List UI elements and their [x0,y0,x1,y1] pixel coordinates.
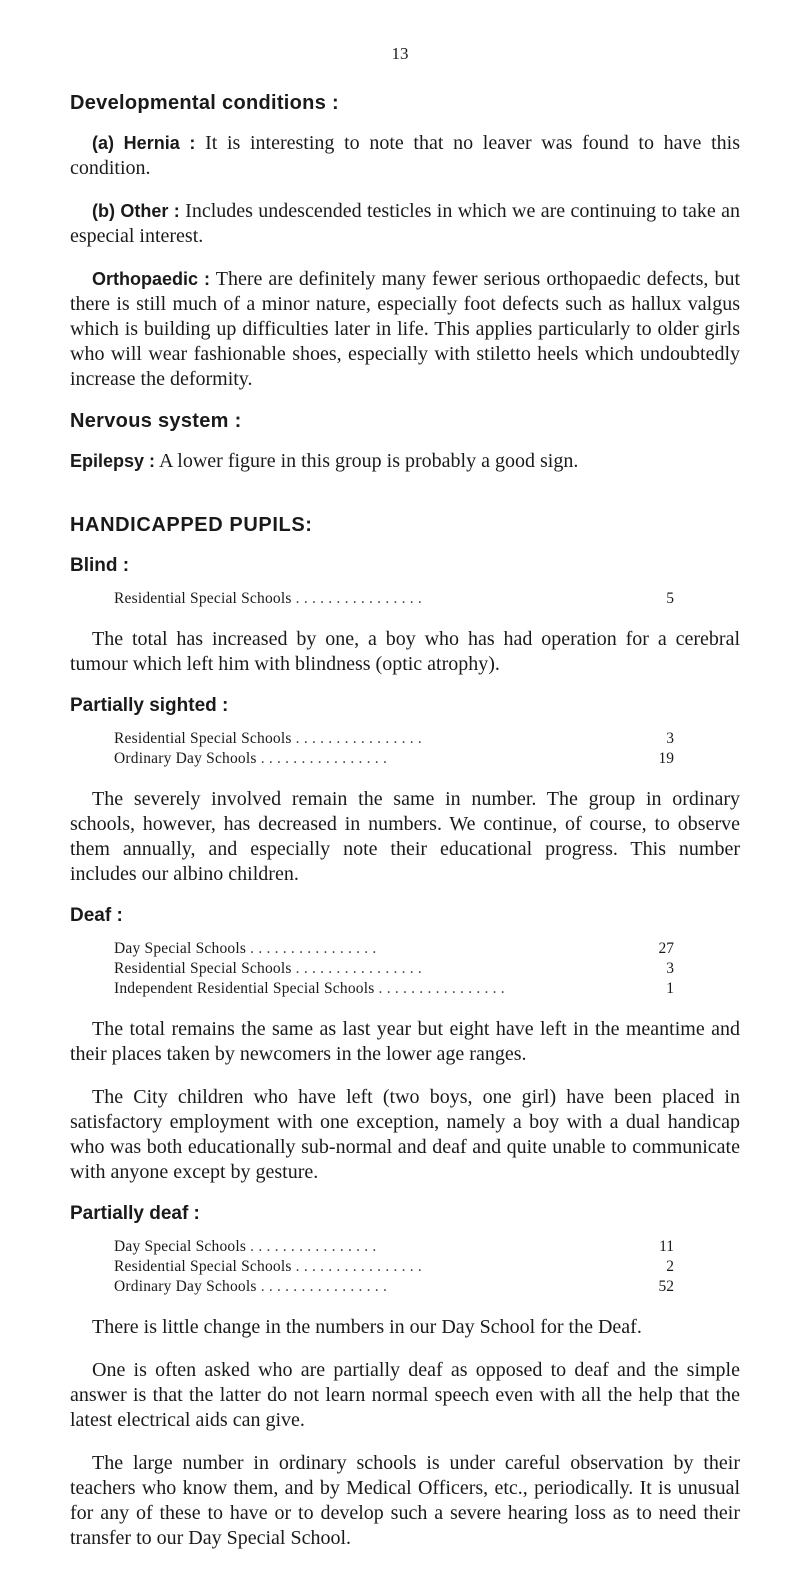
row-label: Ordinary Day Schools . . [114,1277,644,1297]
row-label: Residential Special Schools . . [114,959,644,979]
row-label: Day Special Schools . . [114,1237,644,1257]
row-label: Day Special Schools . . [114,939,644,959]
partially-deaf-paragraph-3: The large number in ordinary schools is under careful observation by their teachers who know them, and by Medical Officers, etc., periodically. It is unusual for any of these to have or to develop such a severe hearing loss as to need their transfer to our Day Special School. [70,1452,740,1549]
partially-sighted-list [114,729,674,769]
nervous-system-title: Nervous system : [70,410,242,432]
deaf-title: Deaf : [70,905,123,926]
row-value: 5 [666,590,674,607]
other-paragraph [70,199,740,249]
row-label: Ordinary Day Schools . . [114,749,644,769]
hernia-label: (a) Hernia : [92,133,196,153]
row-value: 11 [659,1238,674,1255]
list-row [114,729,674,749]
row-label: Residential Special Schools . . [114,1257,644,1277]
row-value: 3 [666,960,674,977]
handicapped-pupils-title: HANDICAPPED PUPILS: [70,514,313,536]
deaf-paragraph-2: The City children who have left (two boys, one girl) have been placed in satisfactory employment with one exception, namely a boy with a dual handicap who was both educationally sub-normal and deaf and quite unable to communicate with anyone except by gesture. [70,1086,740,1183]
partially-deaf-paragraph-2: One is often asked who are partially deaf as opposed to deaf and the simple answer is that the latter do not learn normal speech even with all the help that the latest electrical aids can give. [70,1359,740,1431]
orthopaedic-label: Orthopaedic : [92,269,211,289]
list-row [114,939,674,959]
blind-title: Blind : [70,555,130,576]
list-row [114,1257,674,1277]
row-value: 52 [658,1278,674,1295]
row-label: Independent Residential Special Schools . . [114,979,644,999]
partially-deaf-title: Partially deaf : [70,1203,200,1224]
partially-sighted-title: Partially sighted : [70,695,229,716]
partially-deaf-paragraph-1: There is little change in the numbers in our Day School for the Deaf. [92,1316,642,1338]
partially-sighted-paragraph: The severely involved remain the same in number. The group in ordinary schools, however, has decreased in numbers. We continue, of course, to observe them annually, and especially note their educational progress. This number includes our albino children. [70,788,740,885]
list-row [114,959,674,979]
list-row [114,1277,674,1297]
list-row [114,749,674,769]
row-value: 19 [658,750,674,767]
epilepsy-paragraph [70,449,740,474]
blind-paragraph: The total has increased by one, a boy who has had operation for a cerebral tumour which left him with blindness (optic atrophy). [70,628,740,675]
list-row [114,1237,674,1257]
orthopaedic-text: There are definitely many fewer serious orthopaedic defects, but there is still much of a minor nature, especially foot defects such as hallux valgus which is building up difficulties later in life. This applies particularly to older girls who will wear fashionable shoes, especially with stiletto heels which undoubtedly increase the deformity. [70,268,741,390]
orthopaedic-paragraph [70,267,740,392]
row-label: Residential Special Schools . . [114,729,644,749]
list-row [114,979,674,999]
row-value: 2 [666,1258,674,1275]
partially-deaf-list [114,1237,674,1297]
hernia-text: It is interesting to note that no leaver was found to have this condition. [70,132,740,179]
row-label: Residential Special Schools . . [114,589,644,609]
developmental-title: Developmental conditions : [70,92,339,114]
row-value: 1 [666,980,674,997]
blind-list [114,589,674,609]
page-content [70,92,740,1569]
row-value: 27 [658,940,674,957]
list-row [114,589,674,609]
epilepsy-label: Epilepsy : [70,451,156,471]
hernia-paragraph [70,131,740,181]
other-label: (b) Other : [92,201,180,221]
other-text: Includes undescended testicles in which we are continuing to take an especial interest. [70,200,740,247]
page-number: 13 [391,44,409,63]
epilepsy-text: A lower figure in this group is probably a good sign. [158,450,579,472]
deaf-list [114,939,674,999]
deaf-paragraph-1: The total remains the same as last year but eight have left in the meantime and their places taken by newcomers in the lower age ranges. [70,1018,740,1065]
row-value: 3 [666,730,674,747]
